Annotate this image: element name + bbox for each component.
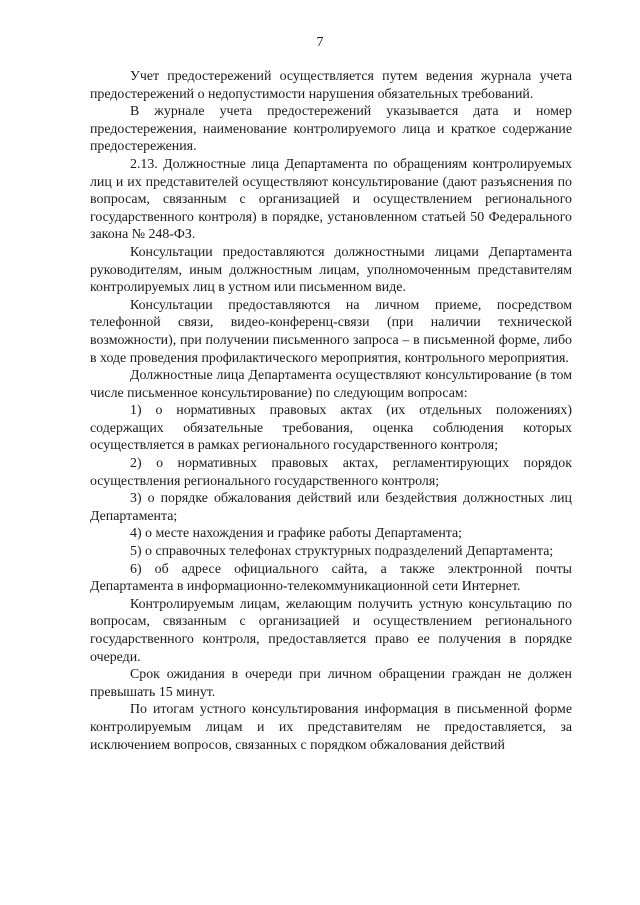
paragraph: В журнале учета предостережений указывается дата и номер предостережения, наименование контролируемого лица и краткое содержание предостережения. xyxy=(90,104,572,155)
paragraph: Контролируемым лицам, желающим получить устную консультацию по вопросам, связанным с организацией и осуществлением регионального государственного контроля, предоставляется право ее получения в порядке очереди. xyxy=(90,596,572,665)
paragraph: Консультации предоставляются должностными лицами Департамента руководителям, иным должностным лицам, уполномоченным представителям контролируемых лиц в устном или письменном виде. xyxy=(90,244,572,296)
paragraph: Учет предостережений осуществляется путем ведения журнала учета предостережений о недопустимости нарушения обязательных требований. xyxy=(90,69,572,102)
paragraph: Должностные лица Департамента осуществляют консультирование (в том числе письменное консультирование) по следующим вопросам: xyxy=(90,368,572,401)
paragraph: Консультации предоставляются на личном приеме, посредством телефонной связи, видео-конференц-связи (при наличии технической возможности), при получении письменного запроса – в письменной форме, либо в ходе проведения профилактического мероприятия, контрольного мероприятия. xyxy=(90,297,572,366)
list-item: 1) о нормативных правовых актах (их отдельных положениях) содержащих обязательные требования, оценка соблюдения которых осуществляется в рамках регионального государственного контроля; xyxy=(90,403,572,454)
list-item: 2) о нормативных правовых актах, регламентирующих порядок осуществления регионального государственного контроля; xyxy=(90,456,572,489)
document-body xyxy=(90,68,572,754)
paragraph: Срок ожидания в очереди при личном обращении граждан не должен превышать 15 минут. xyxy=(90,667,572,700)
paragraph: По итогам устного консультирования информация в письменной форме контролируемым лицам и их представителям не предоставляется, за исключением вопросов, связанных с порядком обжалования действий xyxy=(90,702,572,753)
list-item: 4) о месте нахождения и графике работы Департамента; xyxy=(130,526,463,542)
paragraph: 2.13. Должностные лица Департамента по обращениям контролируемых лиц и их представителей осуществляют консультирование (дают разъяснения по вопросам, связанным с организацией и осуществлением регионального государственного контроля) в порядке, установленном статьей 50 Федерального закона № 248-ФЗ. xyxy=(90,156,572,243)
list-item: 6) об адресе официального сайта, а также электронной почты Департамента в информационно-телекоммуникационной сети Интернет. xyxy=(90,561,572,595)
list-item: 3) о порядке обжалования действий или бездействия должностных лиц Департамента; xyxy=(90,491,572,524)
list-item: 5) о справочных телефонах структурных подразделений Департамента; xyxy=(130,544,554,560)
page-number: 7 xyxy=(316,35,324,50)
